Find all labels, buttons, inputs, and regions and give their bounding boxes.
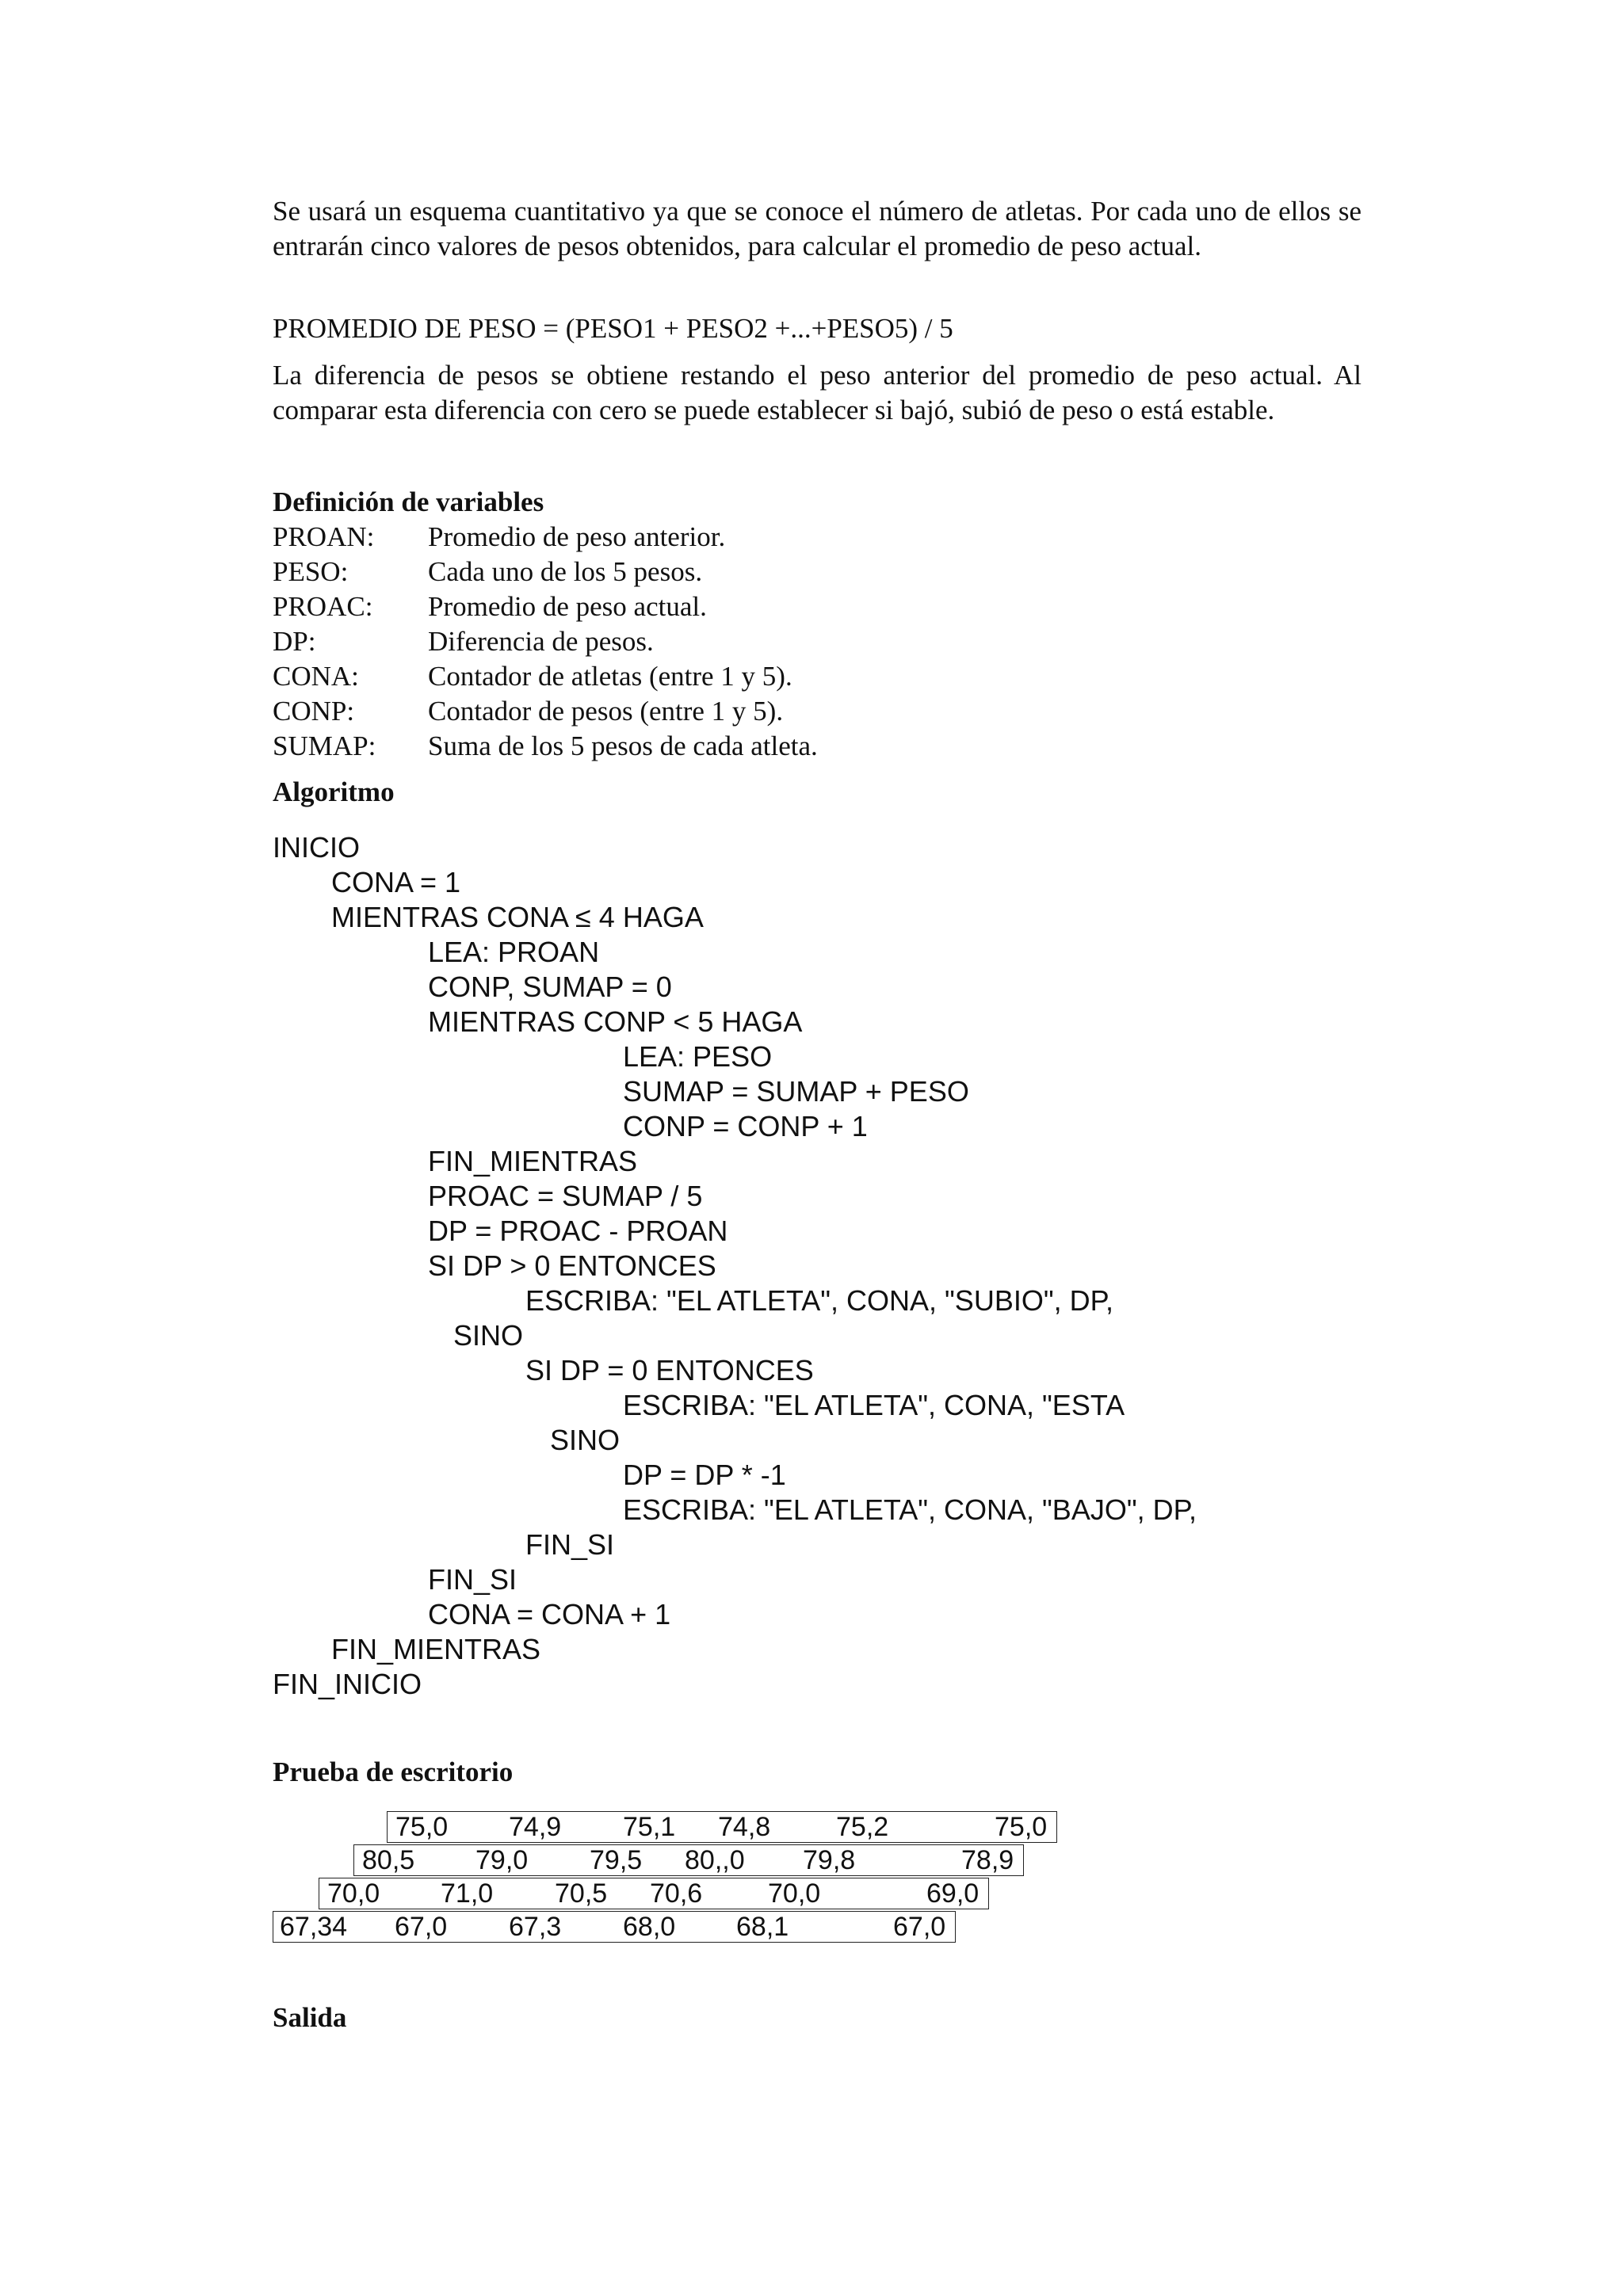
code-line: LEA: PROAN [428, 936, 600, 968]
code-line: LEA: PESO [623, 1040, 773, 1073]
desk-test-cell: 79,8 [803, 1845, 856, 1875]
variable-name: CONA: [273, 661, 359, 692]
desk-test-row [319, 1878, 989, 1909]
desk-test-row [353, 1844, 1024, 1876]
desk-test-cell: 70,6 [650, 1878, 703, 1909]
desk-test-cell: 80,,0 [685, 1845, 745, 1875]
desk-test-cell: 75,2 [836, 1812, 889, 1842]
desk-test-cell: 70,0 [327, 1878, 380, 1909]
code-line: CONA = 1 [331, 866, 461, 898]
desk-test-cell: 70,5 [555, 1878, 608, 1909]
code-line: SINO [550, 1424, 621, 1456]
variable-name: SUMAP: [273, 730, 376, 761]
desk-test-cell: 74,9 [509, 1812, 562, 1842]
desk-test-cell: 75,1 [623, 1812, 676, 1842]
algorithm-code [273, 830, 1197, 1702]
code-line: INICIO [273, 831, 361, 864]
variable-description: Promedio de peso anterior. [428, 521, 726, 552]
code-line: FIN_INICIO [273, 1668, 422, 1700]
variable-name: CONP: [273, 696, 355, 727]
code-line: FIN_MIENTRAS [331, 1633, 541, 1665]
variable-name: PESO: [273, 556, 349, 587]
code-line: DP = PROAC - PROAN [428, 1215, 728, 1247]
variable-description: Contador de pesos (entre 1 y 5). [428, 696, 784, 727]
variable-description: Suma de los 5 pesos de cada atleta. [428, 730, 818, 761]
intro-paragraph-1: Se usará un esquema cuantitativo ya que se conoce el número de atletas. Por cada uno de ellos se entrarán cinco valores de pesos obtenidos, para calcular el promedio de peso actual. [273, 196, 1361, 261]
code-line: CONP, SUMAP = 0 [428, 971, 672, 1003]
code-line: SUMAP = SUMAP + PESO [623, 1075, 969, 1108]
variable-name: PROAN: [273, 521, 375, 552]
average-formula: PROMEDIO DE PESO = (PESO1 + PESO2 +...+PESO5) / 5 [273, 313, 953, 344]
code-line: FIN_MIENTRAS [428, 1145, 638, 1177]
output-heading: Salida [273, 2002, 347, 2033]
code-line: SI DP = 0 ENTONCES [525, 1354, 814, 1386]
code-line: CONA = CONA + 1 [428, 1598, 671, 1630]
variable-description: Diferencia de pesos. [428, 626, 654, 657]
variable-description: Promedio de peso actual. [428, 591, 707, 622]
desk-test-cell: 67,3 [509, 1912, 562, 1942]
variables-heading: Definición de variables [273, 486, 544, 517]
desk-test-cell: 67,0 [395, 1912, 448, 1942]
desk-test-cell: 68,0 [623, 1912, 676, 1942]
desk-test-cell: 70,0 [768, 1878, 821, 1909]
desk-test-cell: 74,8 [718, 1812, 771, 1842]
desk-test-cell: 75,0 [395, 1812, 449, 1842]
code-line: FIN_SI [428, 1563, 517, 1596]
desk-test-cell: 80,5 [362, 1845, 415, 1875]
desk-test-cell: 78,9 [961, 1845, 1014, 1875]
desk-test-cell: 79,0 [475, 1845, 529, 1875]
code-line: MIENTRAS CONP < 5 HAGA [428, 1005, 803, 1038]
desk-test-row [273, 1911, 956, 1943]
desk-test-cell: 68,1 [736, 1912, 789, 1942]
algorithm-heading: Algoritmo [273, 776, 395, 807]
code-line: PROAC = SUMAP / 5 [428, 1180, 703, 1212]
code-line: DP = DP * -1 [623, 1459, 786, 1491]
desk-test-cell: 79,5 [590, 1845, 643, 1875]
desk-test-heading: Prueba de escritorio [273, 1756, 514, 1787]
desk-test-cell: 67,34 [280, 1912, 348, 1942]
variable-description: Cada uno de los 5 pesos. [428, 556, 703, 587]
desk-test-cell: 71,0 [441, 1878, 494, 1909]
code-line: SI DP > 0 ENTONCES [428, 1249, 716, 1282]
code-line: ESCRIBA: "EL ATLETA", CONA, "ESTA [623, 1389, 1125, 1421]
intro-paragraph-2: La diferencia de pesos se obtiene restando el peso anterior del promedio de peso actual. Al comparar esta diferencia con cero se puede establecer si bajó, subió de peso o está estable. [273, 360, 1361, 425]
code-line: ESCRIBA: "EL ATLETA", CONA, "SUBIO", DP, [525, 1284, 1113, 1317]
desk-test-cell: 67,0 [893, 1912, 946, 1942]
code-line: MIENTRAS CONA ≤ 4 HAGA [331, 901, 704, 933]
code-line: ESCRIBA: "EL ATLETA", CONA, "BAJO", DP, [623, 1493, 1197, 1526]
variable-description: Contador de atletas (entre 1 y 5). [428, 661, 792, 692]
desk-test-row [387, 1811, 1057, 1843]
desk-test-cell: 69,0 [926, 1878, 980, 1909]
code-line: SINO [453, 1319, 524, 1352]
desk-test-cell: 75,0 [995, 1812, 1048, 1842]
code-line: CONP = CONP + 1 [623, 1110, 868, 1142]
variable-name: PROAC: [273, 591, 373, 622]
variable-name: DP: [273, 626, 316, 657]
code-line: FIN_SI [525, 1528, 615, 1561]
